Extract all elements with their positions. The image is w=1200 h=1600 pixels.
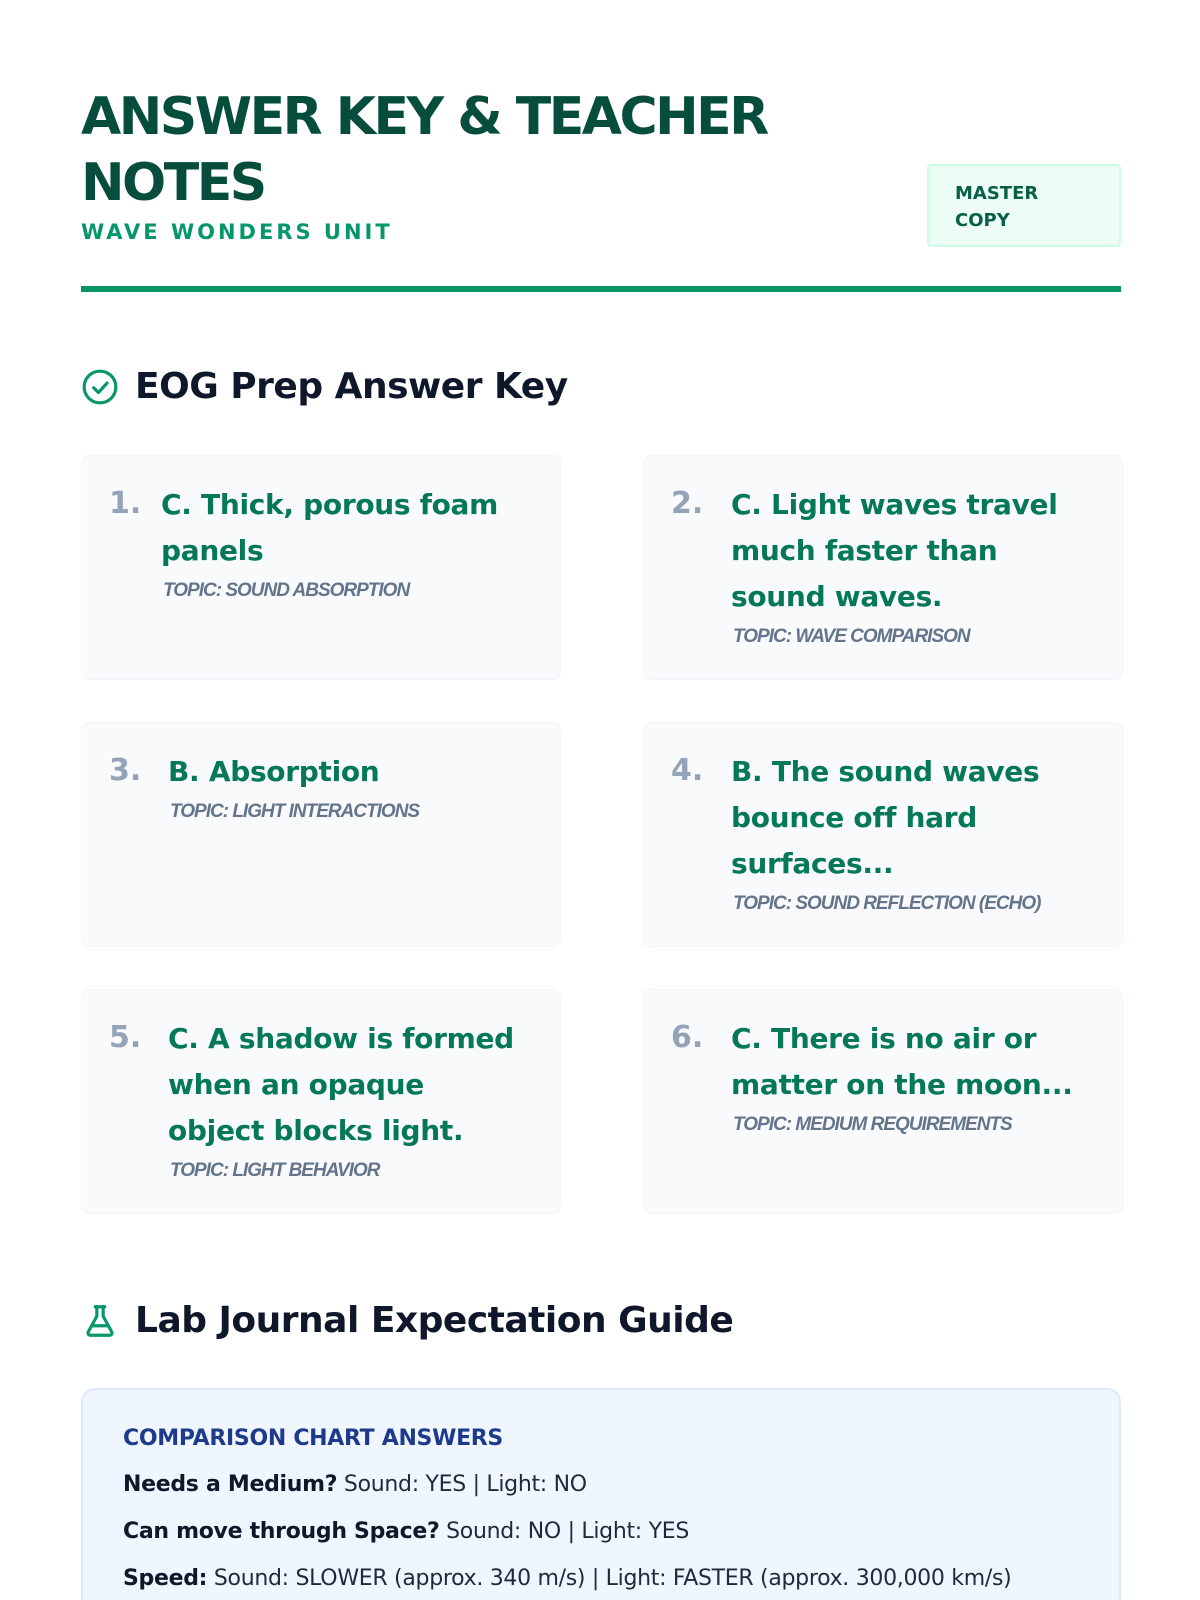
answer-card-2 — [643, 455, 1123, 680]
answer-number: 5. — [109, 1020, 142, 1055]
answer-key-title: EOG Prep Answer Key — [135, 366, 568, 407]
lab-row-space — [123, 1508, 1079, 1555]
answer-card-3 — [81, 722, 561, 947]
answer-number: 2. — [671, 486, 704, 521]
answer-text: C. Light waves travel much faster than sound waves. TOPIC: WAVE COMPARISON — [731, 482, 1091, 650]
answer-topic: TOPIC: SOUND ABSORPTION — [163, 580, 410, 601]
answer-number: 1. — [109, 486, 142, 521]
answer-topic: TOPIC: WAVE COMPARISON — [733, 626, 970, 647]
answer-text: C. A shadow is formed when an opaque object blocks light. TOPIC: LIGHT BEHAVIOR — [168, 1016, 528, 1184]
answer-text: B. The sound waves bounce off hard surfaces... TOPIC: SOUND REFLECTION (ECHO) — [731, 749, 1091, 917]
comparison-chart-title: COMPARISON CHART ANSWERS — [123, 1426, 503, 1451]
answer-card-4 — [643, 722, 1123, 947]
answer-topic: TOPIC: LIGHT INTERACTIONS — [170, 801, 420, 822]
answer-card-1 — [81, 455, 561, 680]
lab-row-speed — [123, 1555, 1079, 1600]
answer-number: 4. — [671, 753, 704, 788]
answer-text: C. Thick, porous foam panels TOPIC: SOUND ABSORPTION — [161, 482, 521, 604]
answer-topic: TOPIC: LIGHT BEHAVIOR — [170, 1160, 380, 1181]
page-header — [81, 84, 1121, 244]
answer-topic: TOPIC: MEDIUM REQUIREMENTS — [733, 1114, 1012, 1135]
comparison-chart-box — [81, 1388, 1121, 1600]
lab-row-medium — [123, 1461, 1079, 1508]
answer-text: B. Absorption TOPIC: LIGHT INTERACTIONS — [168, 749, 528, 825]
answer-key-heading — [81, 366, 568, 407]
answer-topic: TOPIC: SOUND REFLECTION (ECHO) — [733, 893, 1041, 914]
header-divider — [81, 286, 1121, 292]
master-copy-badge: MASTER COPY — [927, 164, 1121, 247]
answer-card-5 — [81, 989, 561, 1214]
lab-guide-heading — [81, 1300, 733, 1341]
lab-row-value: Sound: SLOWER (approx. 340 m/s) | Light: FASTER (approx. 300,000 km/s) — [213, 1566, 1012, 1591]
answer-text: C. There is no air or matter on the moon... TOPIC: MEDIUM REQUIREMENTS — [731, 1016, 1091, 1138]
flask-icon — [81, 1302, 119, 1340]
answer-card-6 — [643, 989, 1123, 1214]
lab-row-label: Can move through Space? — [123, 1519, 440, 1544]
lab-guide-title: Lab Journal Expectation Guide — [135, 1300, 734, 1341]
lab-row-value: Sound: NO | Light: YES — [446, 1519, 689, 1544]
lab-row-value: Sound: YES | Light: NO — [343, 1472, 587, 1497]
page-title: ANSWER KEY & TEACHER NOTES — [81, 87, 767, 213]
lab-row-label: Speed: — [123, 1566, 208, 1591]
answer-number: 6. — [671, 1020, 704, 1055]
page-subtitle: WAVE WONDERS UNIT — [81, 220, 393, 244]
lab-row-label: Needs a Medium? — [123, 1472, 338, 1497]
check-circle-icon — [81, 368, 119, 406]
answer-number: 3. — [109, 753, 142, 788]
